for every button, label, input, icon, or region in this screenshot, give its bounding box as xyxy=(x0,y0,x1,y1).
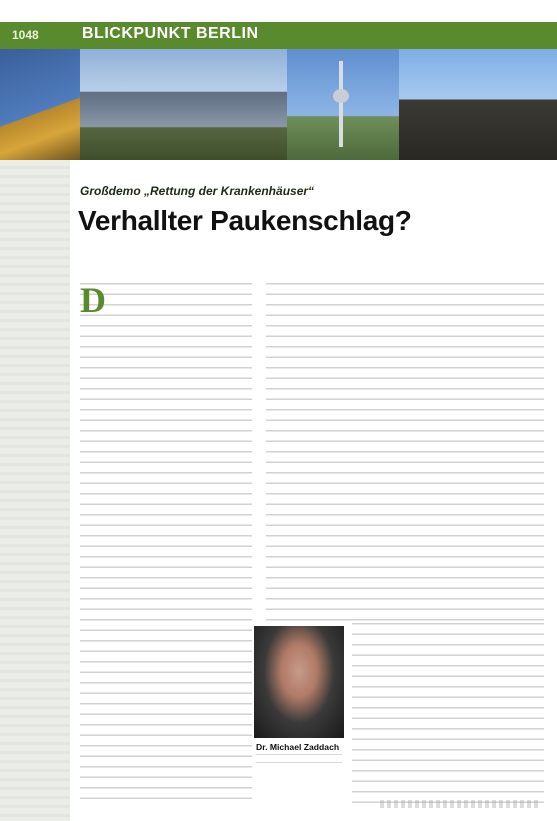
column-text-placeholder xyxy=(352,623,544,803)
section-title: BLICKPUNKT BERLIN xyxy=(82,25,259,42)
tv-tower-shaft xyxy=(339,61,343,147)
section-header-bar xyxy=(0,22,557,49)
column-text-placeholder xyxy=(266,283,544,623)
article-column-right xyxy=(266,283,544,623)
portrait-caption-subtitle xyxy=(256,754,342,770)
side-decoration xyxy=(0,160,70,821)
tv-tower-photo xyxy=(287,49,399,160)
tv-tower-sphere xyxy=(333,89,349,103)
page-footer xyxy=(380,800,540,808)
photo-strip xyxy=(0,49,557,160)
author-portrait xyxy=(254,626,344,738)
victory-column-photo xyxy=(0,49,80,160)
portrait-caption-name: Dr. Michael Zaddach xyxy=(256,742,340,752)
article-column-left xyxy=(80,280,252,803)
article-kicker: Großdemo „Rettung der Krankenhäuser“ xyxy=(80,184,315,198)
page-number: 1048 xyxy=(12,28,39,42)
article-column-right-lower xyxy=(352,623,544,803)
drop-cap: D xyxy=(80,280,106,320)
article-headline: Verhallter Paukenschlag? xyxy=(78,205,412,236)
column-text-placeholder xyxy=(80,280,252,803)
brandenburg-gate-photo xyxy=(399,49,557,160)
central-station-photo xyxy=(80,49,287,160)
